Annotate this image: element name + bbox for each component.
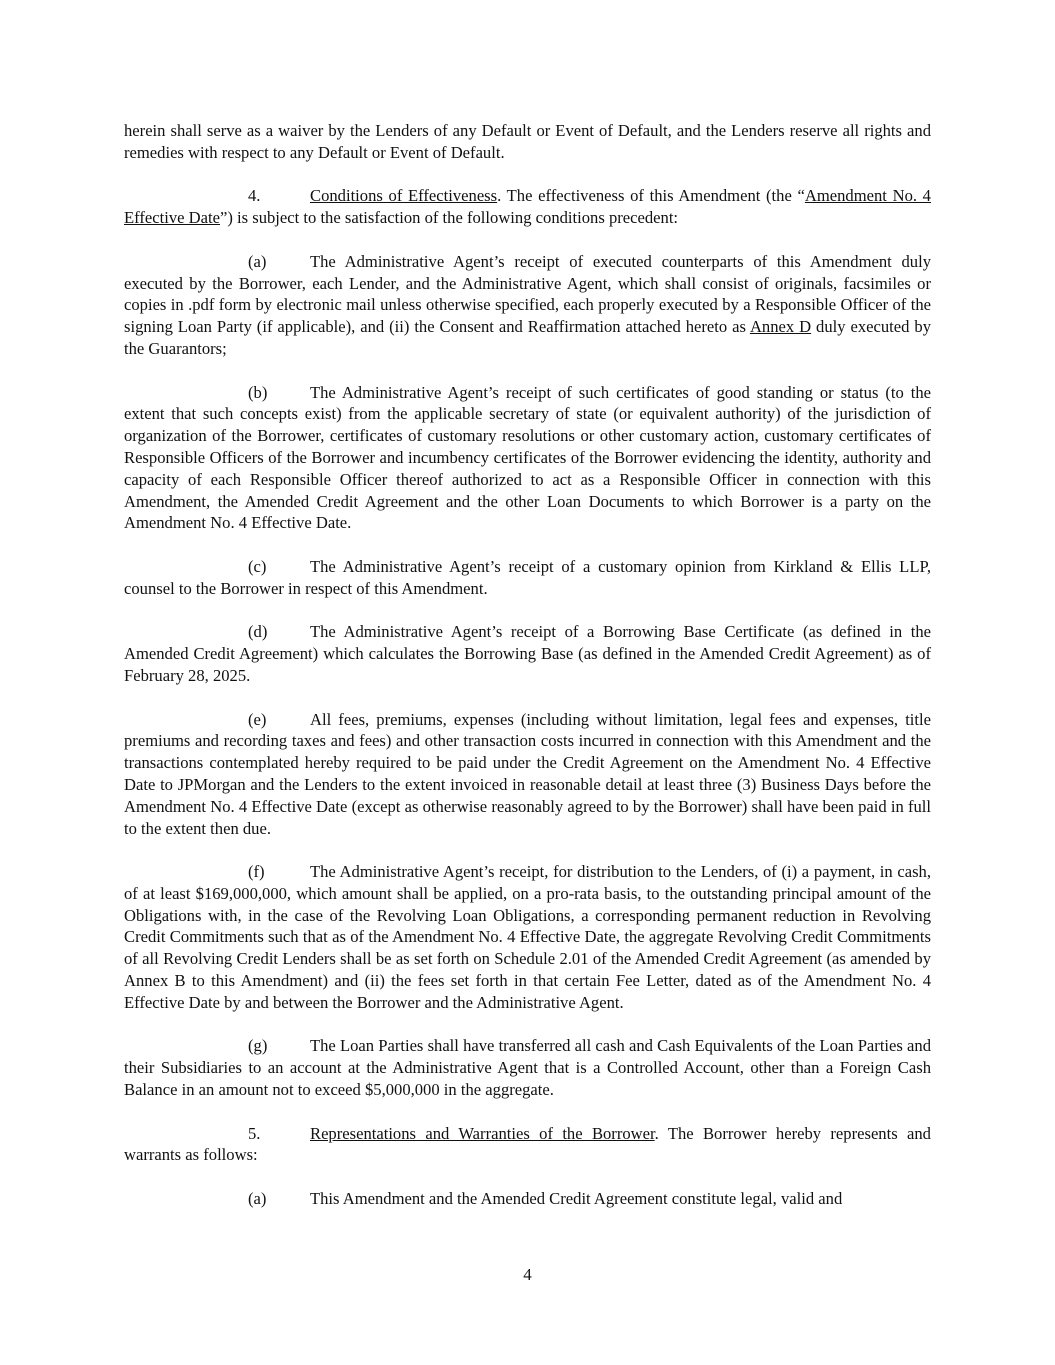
clause-f-label: (f) (248, 862, 265, 882)
section-4-heading: Conditions of Effectiveness (310, 186, 498, 206)
clause-d-label: (d) (248, 622, 268, 642)
clause-d-text: The Administrative Agent’s receipt of a Borrowing Base Certificate (as defined in the Amended Credit Agreement) which calculates the Borrowing Base (as defined in the Amended Credit Agreement) as of February 28, 2025. (124, 622, 931, 685)
section-4-intro-a: . The effectiveness of this Amendment (the “ (497, 186, 805, 206)
clause-a (124, 251, 931, 360)
clause-a-text-before: The Administrative Agent’s receipt of executed counterparts of this Amendment duly executed by the Borrower, each Lender, and the Administrative Agent, which shall consist of originals, facsimiles or copies in .pdf form by electronic mail unless otherwise specified, each properly executed by a Responsible Officer of the signing Loan Party (if applicable), and (ii) the Consent and Reaffirmation attached hereto as (124, 251, 931, 337)
clause-d (124, 621, 931, 686)
clause-c-text: The Administrative Agent’s receipt of a customary opinion from Kirkland & Ellis LLP, counsel to the Borrower in respect of this Amendment. (124, 556, 931, 598)
section-5-clause-a (124, 1188, 931, 1210)
clause-c (124, 556, 931, 600)
continuation-paragraph: herein shall serve as a waiver by the Lenders of any Default or Event of Default, and the Lenders reserve all rights and remedies with respect to any Default or Event of Default. (124, 121, 931, 162)
clause-b-label: (b) (248, 382, 268, 402)
page-number: 4 (523, 1265, 532, 1284)
clause-a-label: (a) (248, 251, 267, 271)
document-page (124, 120, 931, 1210)
clause-e-label: (e) (248, 709, 267, 729)
clause-g-text: The Loan Parties shall have transferred all cash and Cash Equivalents of the Loan Parties and their Subsidiaries to an account at the Administrative Agent that is a Controlled Account, other than a Foreign Cash Balance in an amount not to exceed $5,000,000 in the aggregate. (124, 1036, 931, 1100)
clause-c-label: (c) (248, 556, 267, 576)
clause-g-label: (g) (248, 1036, 268, 1056)
clause-f-text: The Administrative Agent’s receipt, for distribution to the Lenders, of (i) a payment, in cash, of at least $169,000,000, which amount shall be applied, on a pro-rata basis, to the outstanding principal amount of the Obligations with, in the case of the Revolving Loan Obligations, a corresponding permanent reduction in Revolving Credit Commitments such that as of the Amendment No. 4 Effective Date, the aggregate Revolving Credit Commitments of all Revolving Credit Lenders shall be as set forth on Schedule 2.01 of the Amended Credit Agreement (as amended by Annex B to this Amendment) and (ii) the fees set forth in that certain Fee Letter, dated as of the Amendment No. 4 Effective Date by and between the Borrower and the Administrative Agent. (124, 862, 931, 1012)
clause-b (124, 382, 931, 535)
section-5-clause-a-text: This Amendment and the Amended Credit Agreement constitute legal, valid and (310, 1189, 843, 1209)
clause-e (124, 709, 931, 840)
section-4-defined-term: Amendment No. 4 Effective Date (124, 186, 931, 228)
section-5 (124, 1123, 931, 1167)
clause-f (124, 861, 931, 1014)
section-5-number: 5. (248, 1123, 261, 1143)
section-4-intro-b: ”) is subject to the satisfaction of the following conditions precedent: (219, 208, 679, 228)
clause-a-annex: Annex D (749, 317, 812, 337)
section-5-text: . The Borrower hereby represents and warrants as follows: (124, 1123, 931, 1165)
section-4 (124, 185, 931, 229)
clause-b-text: The Administrative Agent’s receipt of such certificates of good standing or status (to the extent that such concepts exist) from the applicable secretary of state (or equivalent authority) of the jurisdiction of organization of the Borrower, certificates of customary resolutions or other customary action, customary certificates of Responsible Officers of the Borrower and incumbency certificates of the Borrower evidencing the identity, authority and capacity of each Responsible Officer thereof authorized to act as a Responsible Officer in connection with this Amendment, the Amended Credit Agreement and the other Loan Documents to which Borrower is a party on the Amendment No. 4 Effective Date. (124, 382, 931, 533)
section-5-heading: Representations and Warranties of the Borrower (310, 1123, 655, 1143)
section-4-number: 4. (248, 186, 261, 206)
clause-e-text: All fees, premiums, expenses (including without limitation, legal fees and expenses, title premiums and recording taxes and fees) and other transaction costs incurred in connection with this Amendment and the transactions contemplated hereby required to be paid under the Credit Agreement on the Amendment No. 4 Effective Date to JPMorgan and the Lenders to the extent invoiced in reasonable detail at least three (3) Business Days before the Amendment No. 4 Effective Date (except as otherwise reasonably agreed to by the Borrower) shall have been paid in full to the extent then due. (124, 709, 931, 838)
clause-g (124, 1035, 931, 1100)
section-5-clause-a-label: (a) (248, 1189, 267, 1209)
clause-a-text-after: duly executed by the Guarantors; (124, 317, 931, 358)
